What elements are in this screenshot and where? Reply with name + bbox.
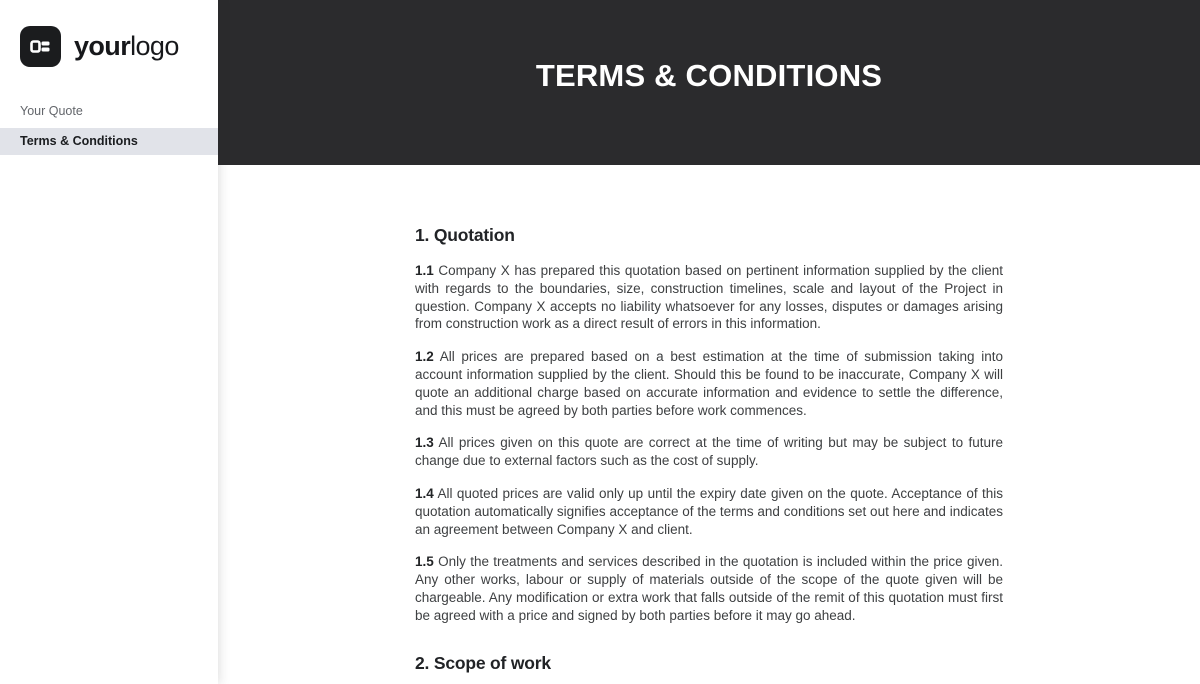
clause-text: All prices given on this quote are correct at the time of writing but may be subject to future change due to external factors such as the cost of supply. [415,435,1003,469]
section-heading-scope-of-work: 2. Scope of work [415,652,551,673]
clause-number: 1.3 [415,435,434,451]
document-column [415,165,1003,674]
clause-number: 1.4 [415,485,434,501]
page-header [218,0,1200,165]
main-area [218,0,1200,684]
clause-1-4 [415,485,1003,538]
clause-text: Only the treatments and services described in the quotation is included within the price given. Any other works, labour or supply of materials outside of the scope of the quote given will be chargeable. Any modification or extra work that falls outside of the remit of this quotation must first be agreed with a price and signed by both parties before it may go ahead. [415,554,1003,623]
page-title: TERMS & CONDITIONS [535,58,883,93]
sidebar-item-your-quote[interactable]: Your Quote [20,104,83,118]
logo [0,0,218,67]
clause-text: All prices are prepared based on a best estimation at the time of submission taking into account information supplied by the client. Should this be found to be inaccurate, Company X will quote an additional charge based on accurate information and evidence to settle the difference, and this must be agreed by both parties before work commences. [415,349,1003,418]
clause-number: 1.2 [415,349,434,365]
section-heading-quotation: 1. Quotation [415,225,515,245]
logo-text-light: logo [130,31,179,61]
clause-1-3 [415,434,1003,470]
clause-1-5 [415,553,1003,624]
document-body [218,165,1200,684]
clause-text: All quoted prices are valid only up until the expiry date given on the quote. Acceptance of this quotation automatically signifies acceptance of the terms and conditions set out here and indicates an agreement between Company X and client. [415,485,1003,537]
list-logo-icon [20,26,61,67]
sidebar-nav [0,98,218,155]
clause-number: 1.5 [415,554,434,570]
clause-text: Company X has prepared this quotation based on pertinent information supplied by the client with regards to the boundaries, size, construction timelines, scale and layout of the Project in question. Company X accepts no liability whatsoever for any losses, disputes or damages arising from construction work as a direct result of errors in this information. [415,263,1003,332]
clause-1-1 [415,262,1003,333]
sidebar-item-terms-conditions[interactable]: Terms & Conditions [0,128,218,155]
logo-text [74,33,179,60]
clause-number: 1.1 [415,263,434,278]
clause-1-2 [415,348,1003,419]
logo-text-bold: your [74,31,131,61]
sidebar [0,0,218,684]
